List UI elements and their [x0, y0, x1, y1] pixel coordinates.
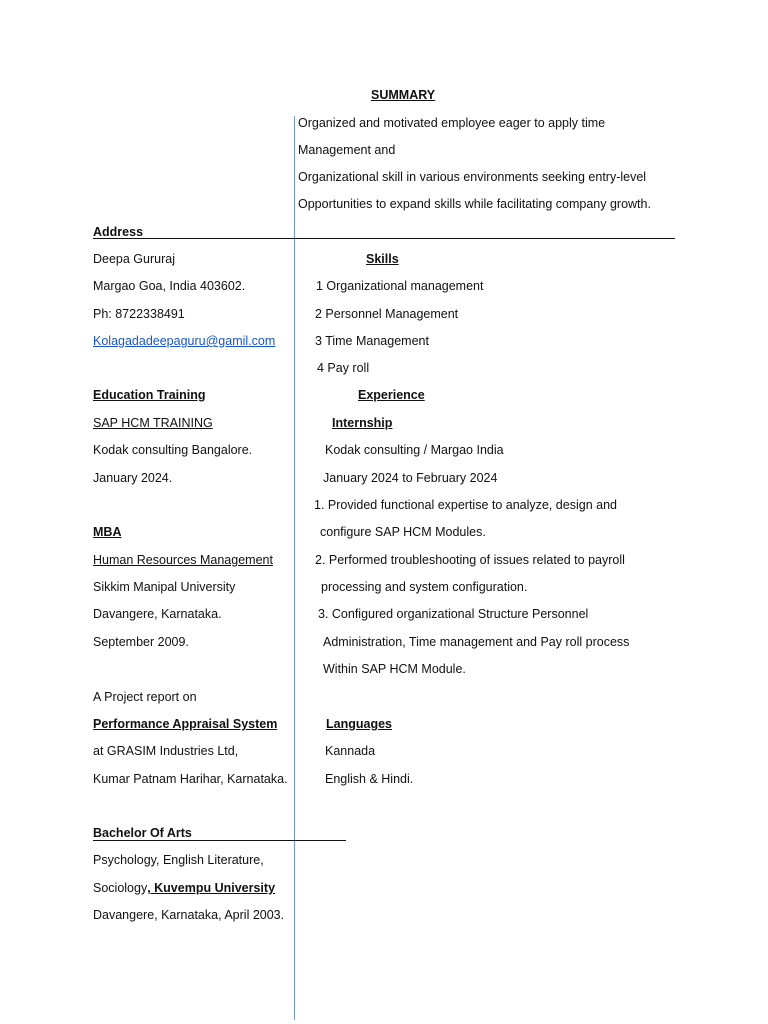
experience-duty: 3. Configured organizational Structure Personnel — [318, 607, 589, 621]
experience-duty: Administration, Time management and Pay roll process — [323, 635, 630, 649]
email-link[interactable]: Kolagadadeepaguru@gamil.com — [93, 334, 276, 348]
summary-line: Opportunities to expand skills while facilitating company growth. — [298, 197, 651, 211]
address-location: Margao Goa, India 403602. — [93, 279, 246, 293]
address-heading: Address — [93, 225, 144, 239]
skills-heading: Skills — [366, 252, 399, 266]
summary-line: Management and — [298, 143, 396, 157]
ba-subjects: Psychology, English Literature, — [93, 853, 264, 867]
experience-company: Kodak consulting / Margao India — [325, 443, 504, 457]
ba-place: Davangere, Karnataka, April 2003. — [93, 908, 285, 922]
experience-duty: 1. Provided functional expertise to analyze, design and — [314, 498, 617, 512]
summary-line: Organizational skill in various environments seeking entry-level — [298, 170, 647, 184]
project-title: Performance Appraisal System — [93, 717, 278, 731]
project-intro: A Project report on — [93, 690, 197, 704]
mba-place: Davangere, Karnataka. — [93, 607, 222, 621]
skill-item: 2 Personnel Management — [315, 307, 459, 321]
ba-university: , Kuvempu University — [147, 881, 276, 895]
mba-field: Human Resources Management — [93, 553, 273, 567]
experience-role: Internship — [332, 416, 393, 430]
skill-item: 3 Time Management — [315, 334, 429, 348]
experience-duty: Within SAP HCM Module. — [323, 662, 466, 676]
mba-date: September 2009. — [93, 635, 189, 649]
mba-title: MBA — [93, 525, 122, 539]
mba-university: Sikkim Manipal University — [93, 580, 236, 594]
column-divider — [294, 116, 295, 1020]
project-place: Kumar Patnam Harihar, Karnataka. — [93, 772, 288, 786]
ba-subject-sociology: Sociology — [93, 881, 148, 895]
ba-title: Bachelor Of Arts — [93, 826, 192, 840]
education-heading: Education Training — [93, 388, 206, 402]
experience-period: January 2024 to February 2024 — [323, 471, 498, 485]
sap-training-place: Kodak consulting Bangalore. — [93, 443, 253, 457]
address-name: Deepa Gururaj — [93, 252, 175, 266]
experience-duty: processing and system configuration. — [321, 580, 528, 594]
project-company: at GRASIM Industries Ltd, — [93, 744, 239, 758]
sap-training-date: January 2024. — [93, 471, 173, 485]
languages-heading: Languages — [326, 717, 392, 731]
address-rule — [93, 238, 675, 239]
summary-line: Organized and motivated employee eager to apply time — [298, 116, 606, 130]
skill-item: 1 Organizational management — [316, 279, 484, 293]
language-item: Kannada — [325, 744, 376, 758]
summary-heading: SUMMARY — [371, 88, 436, 102]
experience-duty: configure SAP HCM Modules. — [320, 525, 486, 539]
experience-duty: 2. Performed troubleshooting of issues related to payroll — [315, 553, 625, 567]
language-item: English & Hindi. — [325, 772, 414, 786]
skill-item: 4 Pay roll — [317, 361, 370, 375]
sap-training-title: SAP HCM TRAINING — [93, 416, 213, 430]
address-phone: Ph: 8722338491 — [93, 307, 185, 321]
experience-heading: Experience — [358, 388, 425, 402]
ba-subjects-line2 — [93, 881, 275, 896]
